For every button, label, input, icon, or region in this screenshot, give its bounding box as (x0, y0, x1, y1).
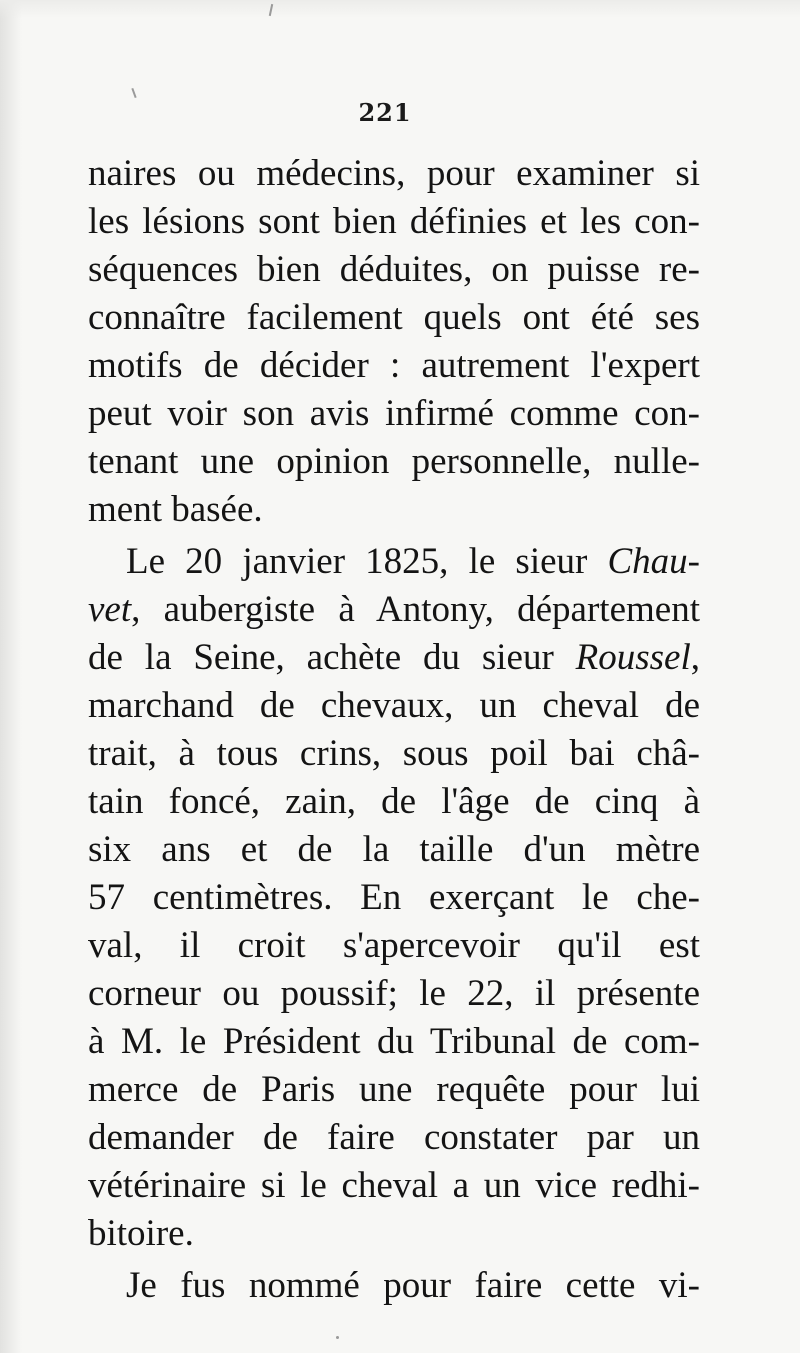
text-line: six ans et de la taille d'un mètre (88, 829, 700, 870)
page-edge-shadow (0, 0, 22, 1353)
text-line: à M. le Président du Tribunal de com- (88, 1021, 700, 1062)
text-line: bitoire. (88, 1213, 194, 1254)
text-line: connaître facilement quels ont été ses (88, 297, 700, 338)
text-run: , aubergiste à Antony, département (131, 589, 700, 630)
text-line: 57 centimètres. En exerçant le che- (88, 877, 700, 918)
text-line: tain foncé, zain, de l'âge de cinq à (88, 781, 700, 822)
person-name: Roussel (575, 637, 691, 678)
person-name: Chau- (607, 541, 700, 582)
text-line (88, 634, 700, 682)
body-text (88, 150, 700, 1310)
text-line: vétérinaire si le cheval a un vice redhi- (88, 1165, 700, 1206)
text-line: marchand de chevaux, un cheval de (88, 685, 700, 726)
text-line: tenant une opinion personnelle, nulle- (88, 441, 700, 482)
paper-speck (131, 88, 136, 98)
text-run: Le 20 janvier 1825, le sieur (126, 541, 608, 582)
page-top-shadow (0, 0, 800, 18)
text-line: séquences bien déduites, on puisse re- (88, 249, 700, 290)
paragraph (88, 1262, 700, 1310)
text-line: motifs de décider : autrement l'expert (88, 345, 700, 386)
paper-speck (336, 1336, 339, 1339)
text-run: , (690, 637, 700, 678)
person-name: vet (88, 589, 132, 630)
text-line: demander de faire constater par un (88, 1117, 700, 1158)
text-line: ment basée. (88, 489, 263, 530)
paragraph (88, 150, 700, 534)
text-line (88, 586, 700, 634)
text-line (88, 538, 700, 586)
paragraph (88, 538, 700, 1258)
text-line: merce de Paris une requête pour lui (88, 1069, 700, 1110)
text-line: trait, à tous crins, sous poil bai châ- (88, 733, 700, 774)
text-line: corneur ou poussif; le 22, il présente (88, 973, 700, 1014)
text-run: de la Seine, achète du sieur (88, 637, 576, 678)
text-line: les lésions sont bien définies et les con- (88, 201, 700, 242)
text-line: naires ou médecins, pour examiner si (88, 153, 700, 194)
text-line: val, il croit s'apercevoir qu'il est (88, 925, 700, 966)
page-number: 221 (358, 98, 412, 127)
text-line: Je fus nommé pour faire cette vi- (126, 1265, 700, 1306)
text-line: peut voir son avis infirmé comme con- (88, 393, 700, 434)
